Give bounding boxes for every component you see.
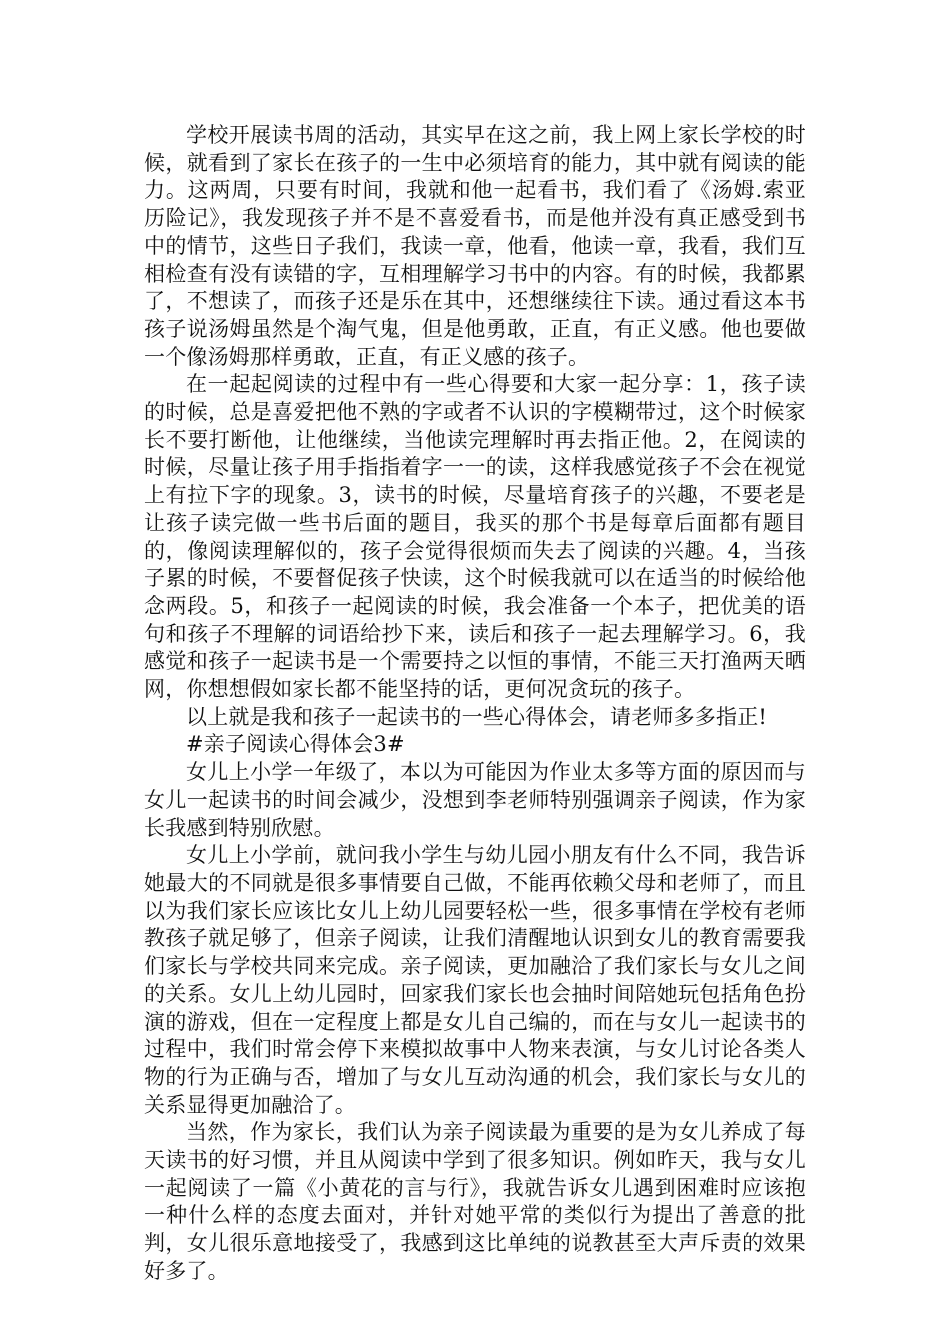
paragraph-closing-remark: 以上就是我和孩子一起读书的一些心得体会，请老师多多指正! [186,704,768,729]
paragraph-first-grade: 女儿上小学一年级了，本以为可能因为作业太多等方面的原因而与女儿一起读书的时间会减少，没想到李老师特别强调亲子阅读，作为家长我感到特别欣慰。 [144,760,806,840]
paragraph-reading-tips: 在一起起阅读的过程中有一些心得要和大家一起分享：1，孩子读的时候，总是喜爱把他不熟的字或者不认识的字模糊带过，这个时候家长不要打断他，让他继续，当他读完理解时再去指正他。2，在阅读的时候，尽量让孩子用手指指着字一一的读，这样我感觉孩子不会在视觉上有拉下字的现象。3，读书的时候，尽量培育孩子的兴趣，不要老是让孩子读完做一些书后面的题目，我买的那个书是每章后面都有题目的，像阅读理解似的，孩子会觉得很烦而失去了阅读的兴趣。4，当孩子累的时候，不要督促孩子快读，这个时候我就可以在适当的时候给他念两段。5，和孩子一起阅读的时候，我会准备一个本子，把优美的语句和孩子不理解的词语给抄下来，读后和孩子一起去理解学习。6，我感觉和孩子一起读书是一个需要持之以恒的事情，不能三天打渔两天晒网，你想想假如家长都不能坚持的话，更何况贪玩的孩子。 [144,372,806,702]
paragraph-before-school: 女儿上小学前，就问我小学生与幼儿园小朋友有什么不同，我告诉她最大的不同就是很多事情要自己做，不能再依赖父母和老师了，而且以为我们家长应该比女儿上幼儿园要轻松一些，很多事情在学校有老师教孩子就足够了，但亲子阅读，让我们清醒地认识到女儿的教育需要我们家长与学校共同来完成。亲子阅读，更加融洽了我们家长与女儿之间的关系。女儿上幼儿园时，回家我们家长也会抽时间陪她玩包括角色扮演的游戏，但在一定程度上都是女儿自己编的，而在与女儿一起读书的过程中，我们时常会停下来模拟故事中人物来表演，与女儿讨论各类人物的行为正确与否，增加了与女儿互动沟通的机会，我们家长与女儿的关系显得更加融洽了。 [144,843,806,1117]
section-heading: #亲子阅读心得体会3# [186,732,405,757]
paragraph-reading-habit: 当然，作为家长，我们认为亲子阅读最为重要的是为女儿养成了每天读书的好习惯，并且从阅读中学到了很多知识。例如昨天，我与女儿一起阅读了一篇《小黄花的言与行》，我就告诉女儿遇到困难时应该抱一种什么样的态度去面对，并针对她平常的类似行为提出了善意的批判，女儿很乐意地接受了，我感到这比单纯的说教甚至大声斥责的效果好多了。 [144,1120,806,1283]
paragraph-reading-week: 学校开展读书周的活动，其实早在这之前，我上网上家长学校的时候，就看到了家长在孩子的一生中必须培育的能力，其中就有阅读的能力。这两周，只要有时间，我就和他一起看书，我们看了《汤姆.索亚历险记》，我发现孩子并不是不喜爱看书，而是他并没有真正感受到书中的情节，这些日子我们，我读一章，他看，他读一章，我看，我们互相检查有没有读错的字，互相理解学习书中的内容。有的时候，我都累了，不想读了，而孩子还是乐在其中，还想继续往下读。通过看这本书孩子说汤姆虽然是个淘气鬼，但是他勇敢，正直，有正义感。他也要做一个像汤姆那样勇敢，正直，有正义感的孩子。 [144,123,806,369]
document-body [144,122,806,1286]
